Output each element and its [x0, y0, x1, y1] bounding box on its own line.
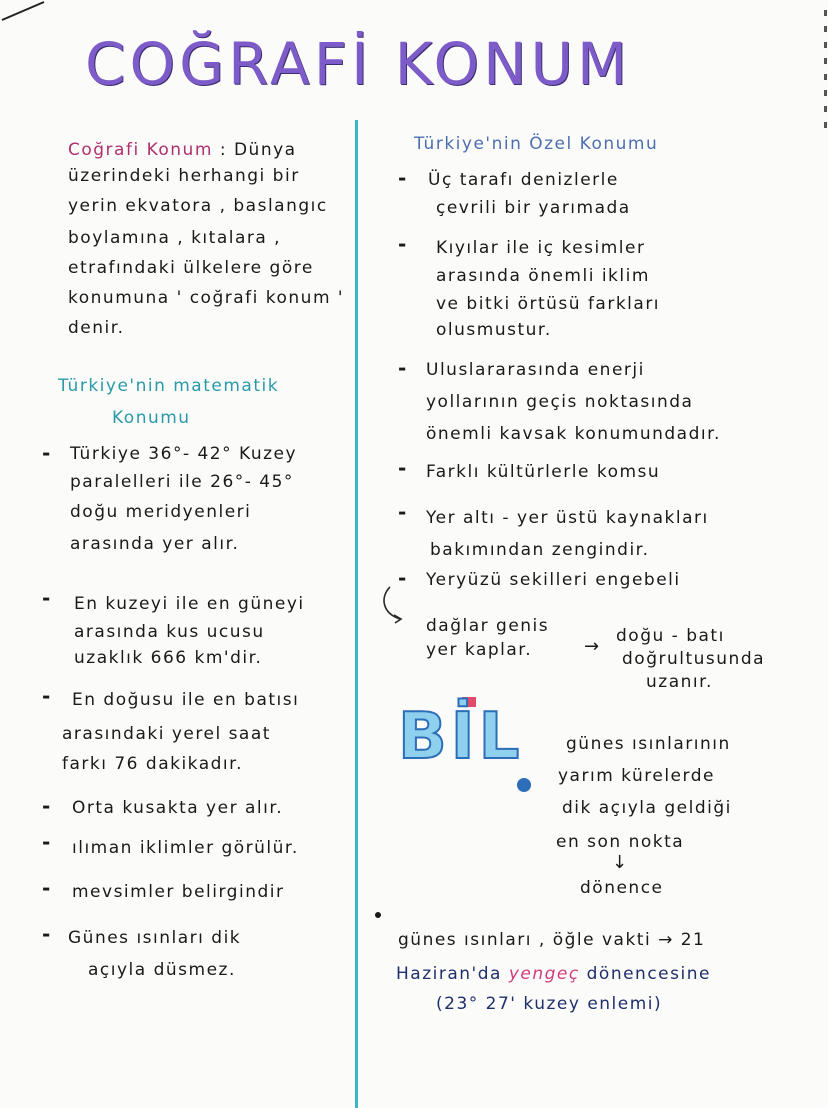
exclamation-dot-icon: [517, 778, 531, 792]
dash-bullet: -: [398, 566, 407, 590]
dash-bullet: -: [42, 922, 51, 946]
note-text: dönencesine: [579, 964, 711, 984]
left-item-line: En kuzeyi ile en güneyi: [74, 594, 305, 614]
mountains-line: dağlar genis: [426, 616, 550, 636]
note-highlight: yengeç: [508, 964, 580, 984]
note-line: (23° 27' kuzey enlemi): [436, 994, 663, 1014]
left-item-line: ılıman iklimler görülür.: [72, 838, 299, 858]
right-item-line: Yer altı - yer üstü kaynakları: [426, 508, 709, 528]
left-item-line: Türkiye 36°- 42° Kuzey: [70, 444, 298, 464]
corner-pen-stroke: [0, 0, 50, 22]
dash-bullet: -: [398, 500, 407, 524]
left-item-line: uzaklık 666 km'dir.: [74, 648, 263, 668]
right-item-line: olusmustur.: [436, 320, 552, 340]
definition-line: boylamına , kıtalara ,: [68, 228, 282, 248]
definition-line: yerin ekvatora , baslangıc: [68, 196, 328, 216]
right-item-line: önemli kavsak konumundadır.: [426, 424, 721, 444]
left-item-line: Orta kusakta yer alır.: [72, 798, 284, 818]
definition-first-word: Dünya: [233, 140, 297, 160]
curved-arrow-icon: [378, 585, 408, 625]
dash-bullet: -: [42, 876, 51, 900]
left-item-line: farkı 76 dakikadır.: [62, 754, 243, 774]
mountains-line: yer kaplar.: [426, 640, 533, 660]
right-item-line: Farklı kültürlerle komsu: [426, 462, 661, 482]
binder-holes-edge: [816, 0, 828, 160]
dash-bullet: -: [398, 232, 407, 256]
mountains-result-line: doğu - batı: [616, 626, 725, 646]
right-item-line: yollarının geçis noktasında: [426, 392, 694, 412]
mountains-result-line: uzanır.: [646, 672, 713, 692]
right-item-line: Kıyılar ile iç kesimler: [436, 238, 646, 258]
right-arrow-icon: →: [584, 636, 600, 657]
note-text: Haziran'da: [396, 964, 509, 984]
definition-line: etrafındaki ülkelere göre: [68, 258, 314, 278]
definition-colon: :: [219, 140, 228, 160]
definition-line: denir.: [68, 318, 125, 338]
mountains-result-line: doğrultusunda: [622, 649, 766, 669]
left-item-line: arasında kus ucusu: [74, 622, 265, 642]
page-title: COĞRAFİ KONUM: [85, 30, 632, 98]
dash-bullet: -: [398, 166, 407, 190]
right-item-line: Üç tarafı denizlerle: [428, 170, 619, 190]
definition-term: Coğrafi Konum: [68, 140, 213, 160]
left-item-line: arasında yer alır.: [70, 534, 240, 554]
dash-bullet: -: [42, 684, 51, 708]
down-arrow-icon: ↓: [612, 852, 628, 873]
dash-bullet: -: [42, 830, 51, 854]
right-item-line: bakımından zengindir.: [430, 540, 650, 560]
dash-bullet: -: [42, 441, 51, 465]
left-item-line: doğu meridyenleri: [70, 502, 252, 522]
left-item-line: mevsimler belirgindir: [72, 882, 285, 902]
dash-bullet: -: [42, 586, 51, 610]
dash-bullet: -: [398, 456, 407, 480]
bil-callout-word: BİL: [398, 700, 524, 774]
column-divider: [355, 120, 358, 1108]
right-item-line: çevrili bir yarımada: [436, 198, 631, 218]
dot-bullet: [375, 912, 381, 918]
special-position-heading: Türkiye'nin Özel Konumu: [414, 134, 659, 154]
left-item-line: En doğusu ile en batısı: [72, 690, 300, 710]
bil-line: günes ısınlarının: [566, 734, 731, 754]
note-line: [396, 960, 711, 988]
math-heading: Türkiye'nin matematik: [58, 376, 280, 396]
left-item-line: arasındaki yerel saat: [62, 724, 271, 744]
right-item-line: Uluslararasında enerji: [426, 360, 645, 380]
dash-bullet: -: [42, 794, 51, 818]
left-item-line: açıyla düsmez.: [88, 960, 236, 980]
right-item-line: ve bitki örtüsü farkları: [436, 294, 661, 314]
definition-line: konumuna ' coğrafi konum ': [68, 288, 345, 308]
bil-line: dik açıyla geldiği: [562, 798, 732, 818]
bil-line: en son nokta: [556, 832, 685, 852]
right-item-line: arasında önemli iklim: [436, 266, 650, 286]
left-item-line: paralelleri ile 26°- 45°: [70, 472, 294, 492]
bil-line: yarım kürelerde: [558, 766, 715, 786]
definition-line: üzerindeki herhangi bir: [68, 166, 300, 186]
math-heading-2: Konumu: [112, 408, 191, 428]
right-item-line: Yeryüzü sekilleri engebeli: [426, 570, 681, 590]
note-line: günes ısınları , öğle vakti → 21: [398, 930, 706, 950]
left-item-line: Günes ısınları dik: [68, 928, 242, 948]
bil-result: dönence: [580, 878, 664, 898]
dash-bullet: -: [398, 356, 407, 380]
definition-first-line: [68, 136, 297, 164]
